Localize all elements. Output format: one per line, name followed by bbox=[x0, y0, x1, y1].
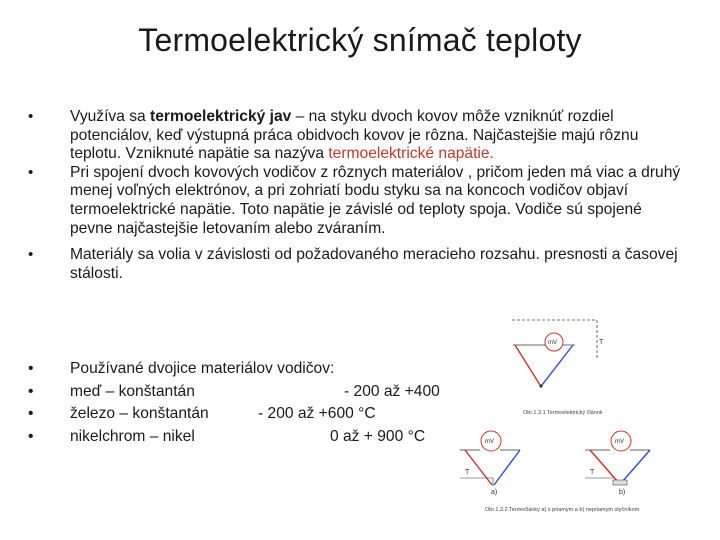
label-a: a) bbox=[491, 489, 498, 496]
indirect-junction-block bbox=[613, 480, 627, 485]
temperature-label: T bbox=[590, 469, 595, 476]
blue-conductor bbox=[542, 345, 573, 385]
label-b: b) bbox=[619, 489, 626, 496]
bullet-thermoelectric-effect bbox=[28, 108, 688, 164]
materials-list bbox=[28, 358, 458, 448]
bullet-materials: • Materiály sa volia v závislosti od požadovaného meracieho rozsahu. presnosti a časovej stálosti. bbox=[28, 246, 688, 283]
bullet-1-red-term: termoelektrické napätie. bbox=[328, 145, 494, 163]
red-conductor bbox=[590, 450, 618, 482]
slide-title: Termoelektrický snímač teploty bbox=[138, 22, 582, 58]
temperature-label: T bbox=[599, 339, 604, 346]
figure-2-caption: Obr.1.3.2 Termočlánky a) s priamym a b) nepriamym styčníkom bbox=[485, 507, 640, 513]
bullet-conductors: • Pri spojení dvoch kovových vodičov z rôznych materiálov , pričom jeden má viac a druhý menej voľných elektrónov, a pri zohriatí bodu styku sa na koncoch vodičov objaví termoelektrické napätie. Toto napätie je závislé od teploty spoja. Vodiče sú spojené pevne najčastejšie letovaním alebo zváraním. bbox=[28, 164, 688, 238]
temperature-label: T bbox=[465, 469, 470, 476]
thermocouple-figure-2a bbox=[460, 431, 520, 496]
meter-label: mV bbox=[615, 439, 624, 445]
blue-conductor bbox=[494, 450, 520, 485]
bullet-1-text-start: Využíva sa bbox=[70, 108, 151, 125]
meter-label: mV bbox=[548, 340, 557, 346]
junction-point bbox=[539, 384, 542, 387]
thermocouple-figure-1 bbox=[512, 320, 604, 416]
pair-material: • nikelchrom – nikel bbox=[70, 427, 195, 445]
bullet-1-bold-term: termoelektrický jav bbox=[150, 108, 292, 125]
bullet-1-text-mid: – na styku dvoch kovov môže vzniknúť rozdiel potenciálov, keď výstupná práca obidvoch kovov je rôzna. Najčastejšie majú rôznu teplotu. Vzniknuté napätie sa nazýva bbox=[70, 108, 639, 163]
red-conductor bbox=[515, 345, 540, 385]
pair-item bbox=[28, 426, 458, 449]
blue-conductor bbox=[622, 450, 650, 482]
pair-range: - 200 až +600 °C bbox=[258, 405, 376, 423]
pair-material: • meď – konštantán bbox=[70, 382, 195, 400]
pair-range: 0 až + 900 °C bbox=[330, 427, 426, 445]
bullet-list bbox=[28, 108, 688, 283]
pair-range: - 200 až +400 bbox=[344, 382, 440, 400]
pair-item bbox=[28, 403, 458, 426]
pair-material: • železo – konštantán bbox=[70, 405, 209, 423]
pair-item bbox=[28, 381, 458, 404]
figure-1-caption: Obr.1.3.1 Termoelektrický článok bbox=[523, 410, 603, 416]
thermocouple-figure-2b bbox=[585, 431, 650, 496]
red-conductor bbox=[465, 450, 492, 485]
materials-heading: • Používané dvojice materiálov vodičov: bbox=[28, 358, 458, 381]
meter-label: mV bbox=[485, 439, 494, 445]
thermocouple-diagrams bbox=[445, 310, 715, 535]
